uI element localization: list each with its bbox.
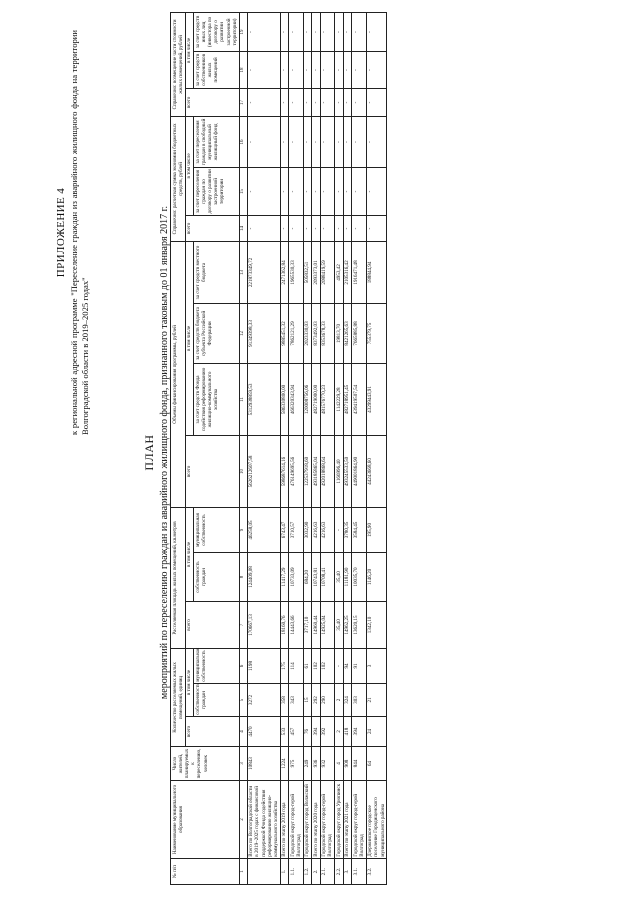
row-value-cell: 46258,05 <box>247 507 280 552</box>
row-value-cell: - <box>289 167 304 215</box>
row-value-cell: - <box>343 51 351 88</box>
row-value-cell: - <box>320 51 335 88</box>
header-area-group: Расселяемая площадь жилых помещений, кв.метров <box>171 507 186 648</box>
row-value-cell: - <box>312 215 320 241</box>
row-value-cell: - <box>343 116 351 167</box>
row-value-cell: - <box>303 12 311 51</box>
row-value-cell: 466320343,94 <box>289 363 304 435</box>
row-value-cell: - <box>312 12 320 51</box>
row-value-cell: 1142229,28 <box>335 363 343 435</box>
row-value-cell: 418 <box>343 717 351 747</box>
row-value-cell: 14925,04 <box>320 601 335 648</box>
row-value-cell: 1965530,33 <box>289 241 304 303</box>
row-value-cell: - <box>320 12 335 51</box>
column-number: 13 <box>239 241 247 303</box>
row-value-cell: 6743,47 <box>280 507 288 552</box>
row-value-cell: - <box>320 215 335 241</box>
header-reimb-incl: в том числе <box>185 12 193 88</box>
row-value-cell: 2105316,42 <box>343 241 351 303</box>
row-name-cell: Городской округ город-герой Волгоград <box>351 781 366 859</box>
plan-table <box>170 12 387 885</box>
header-reimb-total: всего <box>185 88 239 116</box>
row-value-cell: - <box>351 167 366 215</box>
row-value-cell: 13620,15 <box>351 601 366 648</box>
row-value-cell: - <box>280 167 288 215</box>
row-value-cell: - <box>335 88 343 116</box>
row-number-cell: 2. <box>312 859 320 885</box>
table-row <box>343 12 351 884</box>
row-value-cell: - <box>247 12 280 51</box>
row-name-cell: Дзержинское городское поселение Городищенского муниципального района <box>366 781 387 859</box>
row-value-cell: - <box>312 167 320 215</box>
header-savings-a: за счет переселения граждан по договору о развитии застроенной территории <box>193 167 239 215</box>
row-value-cell: 44243668,60 <box>366 435 387 507</box>
column-number: 8 <box>239 552 247 601</box>
header-fin-region: за счет средств бюджета субъекта Российской Федерации <box>193 303 239 363</box>
row-value-cell: - <box>351 88 366 116</box>
plan-title: ПЛАН <box>142 434 156 471</box>
row-value-cell: - <box>247 167 280 215</box>
row-value-cell: 394 <box>312 717 320 747</box>
column-number: 6 <box>239 648 247 683</box>
row-value-cell: 14962,25 <box>343 601 351 648</box>
row-value-cell: 43299443,91 <box>366 363 387 435</box>
header-num: № п/п <box>171 859 240 885</box>
table-row <box>335 12 343 884</box>
row-value-cell: - <box>289 116 304 167</box>
row-value-cell: - <box>303 167 311 215</box>
row-name-cell: Всего по этапу 2020 года <box>312 781 320 859</box>
appendix-text: к региональной адресной программе "Переселение граждан из аварийного жилищного фонда на территории Волгоградской области в 2019–2025 годах" <box>69 30 90 435</box>
row-value-cell: 3710,57 <box>289 507 304 552</box>
row-value-cell: 493245533,50 <box>343 435 351 507</box>
row-value-cell: 481576770,23 <box>320 363 335 435</box>
row-value-cell: 19813,70 <box>335 303 343 363</box>
header-reimbursement-group: Справочно: возмещение части стоимости жилых помещений, рублей <box>171 12 186 116</box>
row-value-cell: 10733,09 <box>289 552 304 601</box>
row-value-cell: - <box>303 51 311 88</box>
row-value-cell: 221873349,72 <box>247 241 280 303</box>
header-fin-local: за счет средств местного бюджета <box>193 241 239 303</box>
row-value-cell: 11417,29 <box>280 552 288 601</box>
row-value-cell: 392 <box>320 717 335 747</box>
row-value-cell: 21 <box>366 684 387 717</box>
row-value-cell: 14443,66 <box>289 601 304 648</box>
header-savings-group: Справочно: расчетная сумма экономии бюджетных средств, рублей <box>171 116 186 241</box>
row-value-cell: 2093373,01 <box>312 241 320 303</box>
row-value-cell: - <box>343 167 351 215</box>
row-value-cell: - <box>320 88 335 116</box>
row-name-cell: Городской округ город-герой Волгоград <box>320 781 335 859</box>
table-row <box>320 12 335 884</box>
row-value-cell: 94 <box>343 648 351 683</box>
column-number: 14 <box>239 215 247 241</box>
row-value-cell: - <box>366 12 387 51</box>
column-number: 18 <box>239 51 247 88</box>
row-value-cell: - <box>303 215 311 241</box>
header-fin-total: всего <box>185 435 239 507</box>
row-value-cell: 932 <box>320 747 335 781</box>
column-number: 12 <box>239 303 247 363</box>
row-number-cell: 1.1. <box>289 859 304 885</box>
row-value-cell: 1342,10 <box>366 601 387 648</box>
row-value-cell: - <box>312 51 320 88</box>
row-value-cell: 394 <box>351 717 366 747</box>
row-value-cell: - <box>280 51 288 88</box>
row-value-cell: 7665885,88 <box>351 303 366 363</box>
row-value-cell: - <box>320 167 335 215</box>
row-value-cell: - <box>247 215 280 241</box>
column-number: 2 <box>239 781 247 859</box>
row-number-cell: 2.2. <box>335 859 343 885</box>
row-value-cell: - <box>289 12 304 51</box>
row-value-cell: 91 <box>351 648 366 683</box>
row-value-cell: 10843 <box>247 747 280 781</box>
table-row <box>289 12 304 884</box>
row-value-cell: - <box>289 88 304 116</box>
column-number-row <box>239 12 247 884</box>
row-value-cell: 64 <box>366 747 387 781</box>
row-name-cell: Всего по Волгоградской области в 2019–2025 годах с финансовой поддержкой Фонда содействия реформированию жилищно-коммунального хозяйства <box>247 781 280 859</box>
row-value-cell: 120008756,06 <box>303 363 311 435</box>
row-value-cell: 4470 <box>247 717 280 747</box>
row-number-cell: 3.1. <box>351 859 366 885</box>
row-value-cell: - <box>335 648 343 683</box>
header-count-total: всего <box>185 717 239 747</box>
column-number: 3 <box>239 747 247 781</box>
header-count-own: собственность граждан <box>193 684 239 717</box>
row-value-cell: - <box>247 116 280 167</box>
row-value-cell: - <box>247 88 280 116</box>
row-value-cell: 457 <box>289 717 304 747</box>
row-value-cell: 2 <box>335 684 343 717</box>
row-value-cell: 533 <box>280 717 288 747</box>
row-value-cell: - <box>280 12 288 51</box>
header-savings-incl: в том числе <box>185 116 193 215</box>
row-value-cell: 598687614,16 <box>280 435 288 507</box>
row-value-cell: - <box>335 507 343 552</box>
header-area-incl: в том числе <box>185 507 193 601</box>
appendix-title: ПРИЛОЖЕНИЕ 4 <box>55 187 67 278</box>
row-value-cell: - <box>366 167 387 215</box>
row-value-cell: - <box>280 215 288 241</box>
row-value-cell: 449001864,90 <box>351 435 366 507</box>
row-value-cell: - <box>289 51 304 88</box>
row-value-cell: 684,20 <box>303 552 311 601</box>
row-value-cell: 439419507,54 <box>351 363 366 435</box>
row-value-cell: - <box>343 12 351 51</box>
column-number: 16 <box>239 116 247 167</box>
row-value-cell: 844 <box>351 747 366 781</box>
table-row <box>366 12 387 884</box>
column-number: 1 <box>239 859 247 885</box>
row-value-cell: - <box>303 116 311 167</box>
row-value-cell: 3584,45 <box>351 507 366 552</box>
row-value-cell: 102 <box>320 648 335 683</box>
row-value-cell: 195,90 <box>366 507 387 552</box>
row-value-cell: 908 <box>343 747 351 781</box>
row-name-cell: Всего по этапу 2019 года <box>280 781 288 859</box>
row-value-cell: - <box>366 88 387 116</box>
row-value-cell: - <box>320 116 335 167</box>
table-body <box>247 12 387 884</box>
row-value-cell: - <box>247 51 280 88</box>
row-value-cell: 10035,70 <box>351 552 366 601</box>
row-value-cell: 35,40 <box>335 601 343 648</box>
column-number: 15 <box>239 167 247 215</box>
row-value-cell: 14960,44 <box>312 601 320 648</box>
row-value-cell: - <box>289 215 304 241</box>
header-area-own: собственность граждан <box>193 552 239 601</box>
row-value-cell: 35,40 <box>335 552 343 601</box>
row-value-cell: 102 <box>312 648 320 683</box>
row-value-cell: 292 <box>312 684 320 717</box>
column-number: 11 <box>239 363 247 435</box>
row-value-cell: - <box>366 51 387 88</box>
row-value-cell: 1198 <box>247 648 280 683</box>
row-value-cell: 76 <box>303 717 311 747</box>
row-value-cell: 3 <box>366 648 387 683</box>
row-value-cell: 8373492,03 <box>312 303 320 363</box>
row-value-cell: 5626212607,58 <box>247 435 280 507</box>
row-value-cell: 586330800,00 <box>280 363 288 435</box>
row-value-cell: 91349398,33 <box>247 303 280 363</box>
column-number: 5 <box>239 684 247 717</box>
row-value-cell: 188844,94 <box>366 241 387 303</box>
row-value-cell: 303 <box>351 684 366 717</box>
row-value-cell: - <box>335 116 343 167</box>
row-value-cell: 114 <box>289 648 304 683</box>
row-value-cell: 3032,90 <box>303 507 311 552</box>
column-number: 19 <box>239 12 247 51</box>
row-value-cell: 18160,76 <box>280 601 288 648</box>
header-count-municipal: муниципальная собственность <box>193 648 239 683</box>
row-value-cell: 3717,10 <box>303 601 311 648</box>
table-row <box>312 12 320 884</box>
table-row <box>303 12 311 884</box>
row-name-cell: Городской округ город Урюпинск <box>335 781 343 859</box>
row-value-cell: - <box>343 88 351 116</box>
row-value-cell: - <box>366 215 387 241</box>
row-value-cell: 358 <box>280 684 288 717</box>
row-number-cell: 2.1. <box>320 859 335 885</box>
row-value-cell: 9885451,32 <box>280 303 288 363</box>
row-value-cell: 124409,08 <box>247 552 280 601</box>
row-value-cell: 249 <box>303 747 311 781</box>
plan-header <box>142 120 170 785</box>
row-value-cell: 1916471,48 <box>351 241 366 303</box>
row-value-cell: 4216,63 <box>320 507 335 552</box>
row-value-cell: - <box>351 51 366 88</box>
row-value-cell: 505832,51 <box>303 241 311 303</box>
table-row <box>247 12 280 884</box>
row-value-cell: 2471362,84 <box>280 241 288 303</box>
row-value-cell: 755379,75 <box>366 303 387 363</box>
table-row <box>351 12 366 884</box>
header-residents: Число жителей, планируемых к переселению, человек <box>171 747 240 781</box>
plan-subtitle: мероприятий по переселению граждан из аварийного жилищного фонда, признанного таковым до 01 января 2017 г. <box>159 205 170 700</box>
row-name-cell: Всего по этапу 2021 года <box>343 781 351 859</box>
row-value-cell: 493185865,04 <box>312 435 320 507</box>
row-value-cell: 2 <box>335 717 343 747</box>
column-number: 4 <box>239 717 247 747</box>
row-value-cell: 476149695,56 <box>289 435 304 507</box>
row-value-cell: 482718951,45 <box>343 363 351 435</box>
row-number-cell: 1. <box>280 859 288 885</box>
row-value-cell: 8353678,33 <box>320 303 335 363</box>
row-value-cell: 492018868,64 <box>320 435 335 507</box>
row-value-cell: 1166996,40 <box>335 435 343 507</box>
row-value-cell: - <box>351 12 366 51</box>
row-value-cell: 936 <box>312 747 320 781</box>
header-fin-fund: за счет средств Фонда содействия реформированию жилищно-коммунального хозяйства <box>193 363 239 435</box>
row-value-cell: 2023330,03 <box>303 303 311 363</box>
row-value-cell: - <box>280 116 288 167</box>
row-value-cell: - <box>335 51 343 88</box>
row-value-cell: 10743,81 <box>312 552 320 601</box>
row-value-cell: 15 <box>303 684 311 717</box>
row-value-cell: 175 <box>280 648 288 683</box>
row-value-cell: - <box>343 215 351 241</box>
row-value-cell: 170667,13 <box>247 601 280 648</box>
row-value-cell: 61 <box>303 648 311 683</box>
row-value-cell: - <box>366 116 387 167</box>
row-value-cell: 7862121,29 <box>289 303 304 363</box>
appendix-header <box>56 30 90 435</box>
row-value-cell: - <box>312 88 320 116</box>
row-value-cell: - <box>303 88 311 116</box>
row-value-cell: 5312938859,53 <box>247 363 280 435</box>
column-number: 17 <box>239 88 247 116</box>
row-value-cell: - <box>335 167 343 215</box>
row-value-cell: - <box>280 88 288 116</box>
header-municipality: Наименование муниципального образования <box>171 781 240 859</box>
header-reimb-a: за счет средств собственников жилых помещений <box>193 51 239 88</box>
row-value-cell: 24 <box>366 717 387 747</box>
row-value-cell: 8421265,63 <box>343 303 351 363</box>
header-finance-group: Объемы финансирования программы, рублей <box>171 241 186 507</box>
column-number: 9 <box>239 507 247 552</box>
row-number-cell: 1.2. <box>303 859 311 885</box>
row-value-cell: 343 <box>289 684 304 717</box>
row-value-cell: 324 <box>343 684 351 717</box>
column-number: 7 <box>239 601 247 648</box>
header-savings-b: за счет переселения граждан в свободный муниципальный жилищный фонд <box>193 116 239 167</box>
row-value-cell: 122537918,60 <box>303 435 311 507</box>
row-value-cell: 11181,90 <box>343 552 351 601</box>
row-value-cell: - <box>335 215 343 241</box>
row-value-cell: - <box>335 12 343 51</box>
row-value-cell: 4953,42 <box>335 241 343 303</box>
row-number-cell: 3. <box>343 859 351 885</box>
row-value-cell: 975 <box>289 747 304 781</box>
header-reimb-b: за счет средств иных лиц (инвестора по договору о развитии застроенной территории) <box>193 12 239 51</box>
row-value-cell: 3780,35 <box>343 507 351 552</box>
row-value-cell: 3272 <box>247 684 280 717</box>
header-area-total: всего <box>185 601 239 648</box>
row-value-cell: - <box>351 215 366 241</box>
row-name-cell: Городской округ город Волжский <box>303 781 311 859</box>
table-row <box>280 12 288 884</box>
row-number-cell: 3.2. <box>366 859 387 885</box>
header-count-incl: в том числе <box>185 648 193 716</box>
row-number-cell <box>247 859 280 885</box>
column-number: 10 <box>239 435 247 507</box>
header-savings-total: всего <box>185 215 239 241</box>
row-value-cell: 4 <box>335 747 343 781</box>
row-value-cell: 1224 <box>280 747 288 781</box>
row-value-cell: 1146,20 <box>366 552 387 601</box>
header-count-group: Количество расселяемых жилых помещений, единиц <box>171 648 186 746</box>
row-value-cell: 2088419,59 <box>320 241 335 303</box>
row-value-cell: - <box>312 116 320 167</box>
header-area-municipal: муниципальная собственность <box>193 507 239 552</box>
row-value-cell: 10708,41 <box>320 552 335 601</box>
row-value-cell: 482719000,00 <box>312 363 320 435</box>
row-value-cell: - <box>351 116 366 167</box>
header-fin-incl: в том числе <box>185 241 193 435</box>
row-name-cell: Городской округ город-герой Волгоград <box>289 781 304 859</box>
row-value-cell: 290 <box>320 684 335 717</box>
row-value-cell: 4216,63 <box>312 507 320 552</box>
